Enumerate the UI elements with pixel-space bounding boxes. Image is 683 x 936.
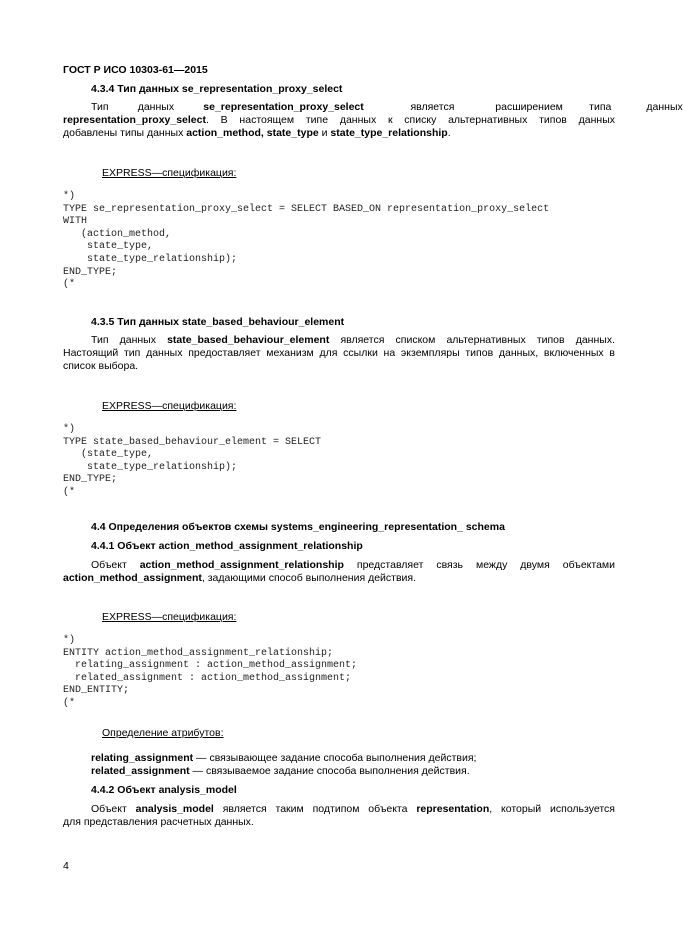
paragraph-line: representation_proxy_select. В настоящем типе данных к списку альтернативных типов данных [63, 114, 615, 126]
section-heading-4-3-5: 4.3.5 Тип данных state_based_behaviour_element [91, 316, 345, 328]
attribute-definition: relating_assignment — связывающее задание способа выполнения действия; [91, 752, 477, 764]
section-heading-4-4: 4.4 Определения объектов схемы systems_engineering_representation_ schema [91, 521, 505, 533]
express-code-block: *) TYPE state_based_behaviour_element = SELECT (state_type, state_type_relationship); END_TYPE; (* [63, 424, 322, 498]
paragraph-line: Тип данных state_based_behaviour_element является списком альтернативных типов данных. [91, 334, 615, 346]
section-heading-4-3-4: 4.3.4 Тип данных se_representation_proxy_select [91, 83, 343, 95]
paragraph-4-4-1 [63, 559, 615, 585]
page-number: 4 [63, 860, 69, 872]
express-code-block: *) ENTITY action_method_assignment_relationship; relating_assignment : action_method_assignment; related_assignment : action_method_assignment; END_ENTITY; (* [63, 635, 358, 709]
express-spec-label: EXPRESS—спецификация: [102, 611, 237, 623]
paragraph-4-3-5 [63, 334, 615, 373]
paragraph-line: action_method_assignment, задающими способ выполнения действия. [63, 572, 417, 584]
paragraph-line: Настоящий тип данных предоставляет механизм для ссылки на экземпляры типов данных, включенных в [63, 347, 615, 359]
attributes-definition-label: Определение атрибутов: [102, 727, 224, 739]
paragraph-4-4-2 [63, 803, 615, 829]
paragraph-line: список выбора. [63, 360, 139, 372]
express-spec-label: EXPRESS—спецификация: [102, 400, 237, 412]
paragraph-line: добавлены типы данных action_method, state_type и state_type_relationship. [63, 127, 451, 139]
document-header: ГОСТ Р ИСО 10303-61—2015 [63, 64, 208, 76]
section-heading-4-4-1: 4.4.1 Объект action_method_assignment_relationship [91, 540, 363, 552]
paragraph-line: для представления расчетных данных. [63, 816, 254, 828]
paragraph-4-3-4 [63, 101, 683, 140]
attribute-definition: related_assignment — связываемое задание способа выполнения действия. [91, 765, 470, 777]
section-heading-4-4-2: 4.4.2 Объект analysis_model [91, 784, 237, 796]
paragraph-line: Тип данных se_representation_proxy_select является расширением типа данных [91, 101, 683, 113]
paragraph-line: Объект analysis_model является таким подтипом объекта representation, который используется [91, 803, 615, 815]
express-spec-label: EXPRESS—спецификация: [102, 167, 237, 179]
paragraph-line: Объект action_method_assignment_relationship представляет связь между двумя объектами [91, 559, 615, 571]
express-code-block: *) TYPE se_representation_proxy_select = SELECT BASED_ON representation_proxy_select WITH (action_method, state_type, state_type_relationship); END_TYPE; (* [63, 191, 550, 291]
